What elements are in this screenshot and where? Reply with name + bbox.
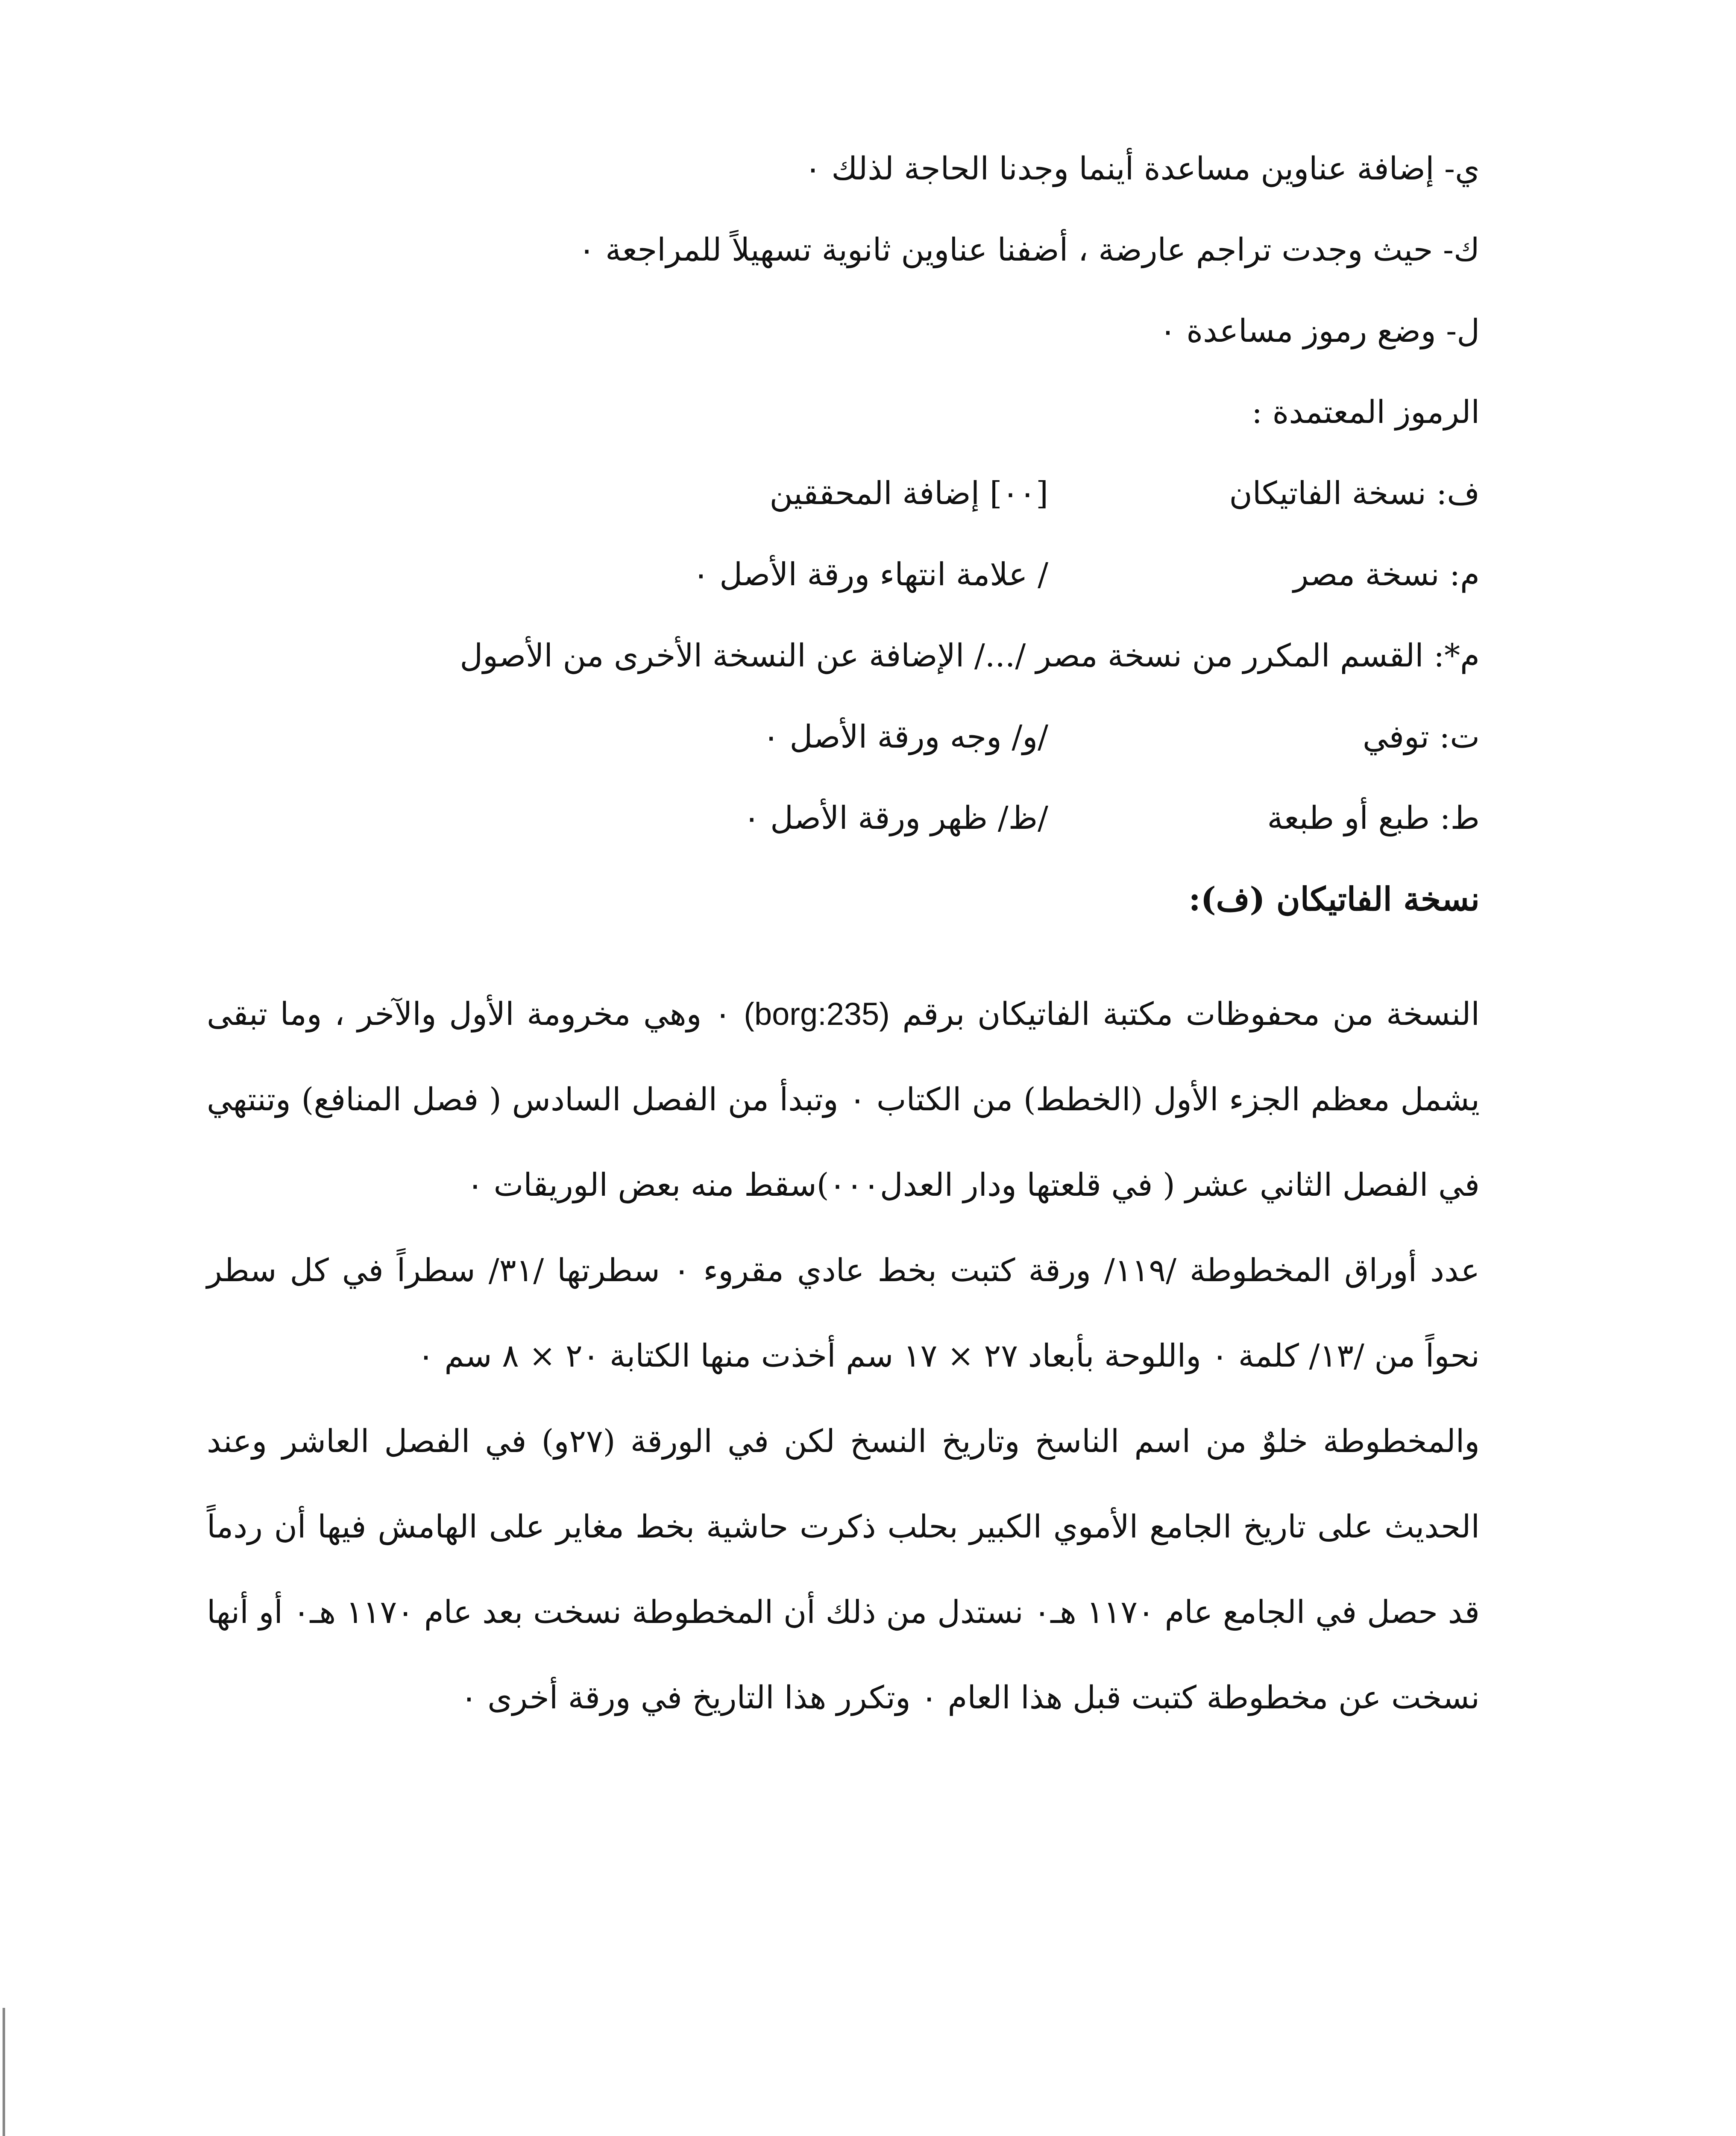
paragraph-text: ٠ وهي مخرومة الأول والآخر ، وما تبقى يشمل معظم الجزء الأول (الخطط) من الكتاب ٠ وتبدأ من الفصل السادس ( فصل المنافع) وتنتهي في الفصل الثاني عشر ( في قلعتها ودار العدل٠٠٠)سقط منه بعض الوريقات ٠: [207, 996, 1480, 1203]
symbol-row: م*: القسم المكرر من نسخة مصر /.../ الإضافة عن النسخة الأخرى من الأصول: [460, 637, 1480, 674]
symbol-key: [٠٠] إضافة المحققين: [769, 475, 1048, 512]
list-item: ك- حيث وجدت تراجم عارضة ، أضفنا عناوين ثانوية تسهيلاً للمراجعة ٠: [578, 232, 1480, 268]
paragraph-text: النسخة من محفوظات مكتبة الفاتيكان برقم: [902, 996, 1480, 1033]
page-body: [207, 128, 1480, 1740]
list-item: ي- إضافة عناوين مساعدة أينما وجدنا الحاجة لذلك ٠: [804, 150, 1480, 187]
symbol-row: [207, 534, 1480, 615]
symbol-key: ف: نسخة الفاتيكان: [1229, 475, 1480, 512]
list-item: ل- وضع رموز مساعدة ٠: [1159, 313, 1480, 349]
symbol-key: م: نسخة مصر: [1293, 556, 1480, 593]
symbol-key: ط: طبع أو طبعة: [1267, 800, 1480, 836]
symbol-row: [207, 778, 1480, 859]
symbol-row: [207, 696, 1480, 778]
symbols-title: الرموز المعتمدة :: [1252, 394, 1480, 431]
manuscript-code: (borg:235): [744, 996, 890, 1032]
paragraph-1: [207, 971, 1480, 1228]
paragraph-2: عدد أوراق المخطوطة /١١٩/ ورقة كتبت بخط عادي مقروء ٠ سطرتها /٣١/ سطراً في كل سطر نحواً من /١٣/ كلمة ٠ واللوحة بأبعاد ٢٧ × ١٧ سم أخذت منها الكتابة ٢٠ × ٨ سم ٠: [207, 1252, 1480, 1374]
symbol-key: /ظ/ ظهر ورقة الأصل ٠: [743, 800, 1048, 836]
symbol-key: ت: توفي: [1363, 719, 1480, 755]
symbol-key: / علامة انتهاء ورقة الأصل ٠: [692, 556, 1048, 593]
paragraph-3: والمخطوطة خلوٌ من اسم الناسخ وتاريخ النسخ لكن في الورقة (٢٧و) في الفصل العاشر وعند الحديث على تاريخ الجامع الأموي الكبير بحلب ذكرت حاشية بخط مغاير على الهامش فيها أن ردماً قد حصل في الجامع عام ١١٧٠ هـ٠ نستدل من ذلك أن المخطوطة نسخت بعد عام ١١٧٠ هـ٠ أو أنها نسخت عن مخطوطة كتبت قبل هذا العام ٠ وتكرر هذا التاريخ في ورقة أخرى ٠: [207, 1423, 1480, 1716]
scan-edge-mark: [3, 2008, 5, 2136]
symbol-row: [207, 453, 1480, 534]
symbol-key: /و/ وجه ورقة الأصل ٠: [762, 719, 1048, 755]
section-heading: نسخة الفاتيكان (ف):: [1188, 880, 1480, 918]
